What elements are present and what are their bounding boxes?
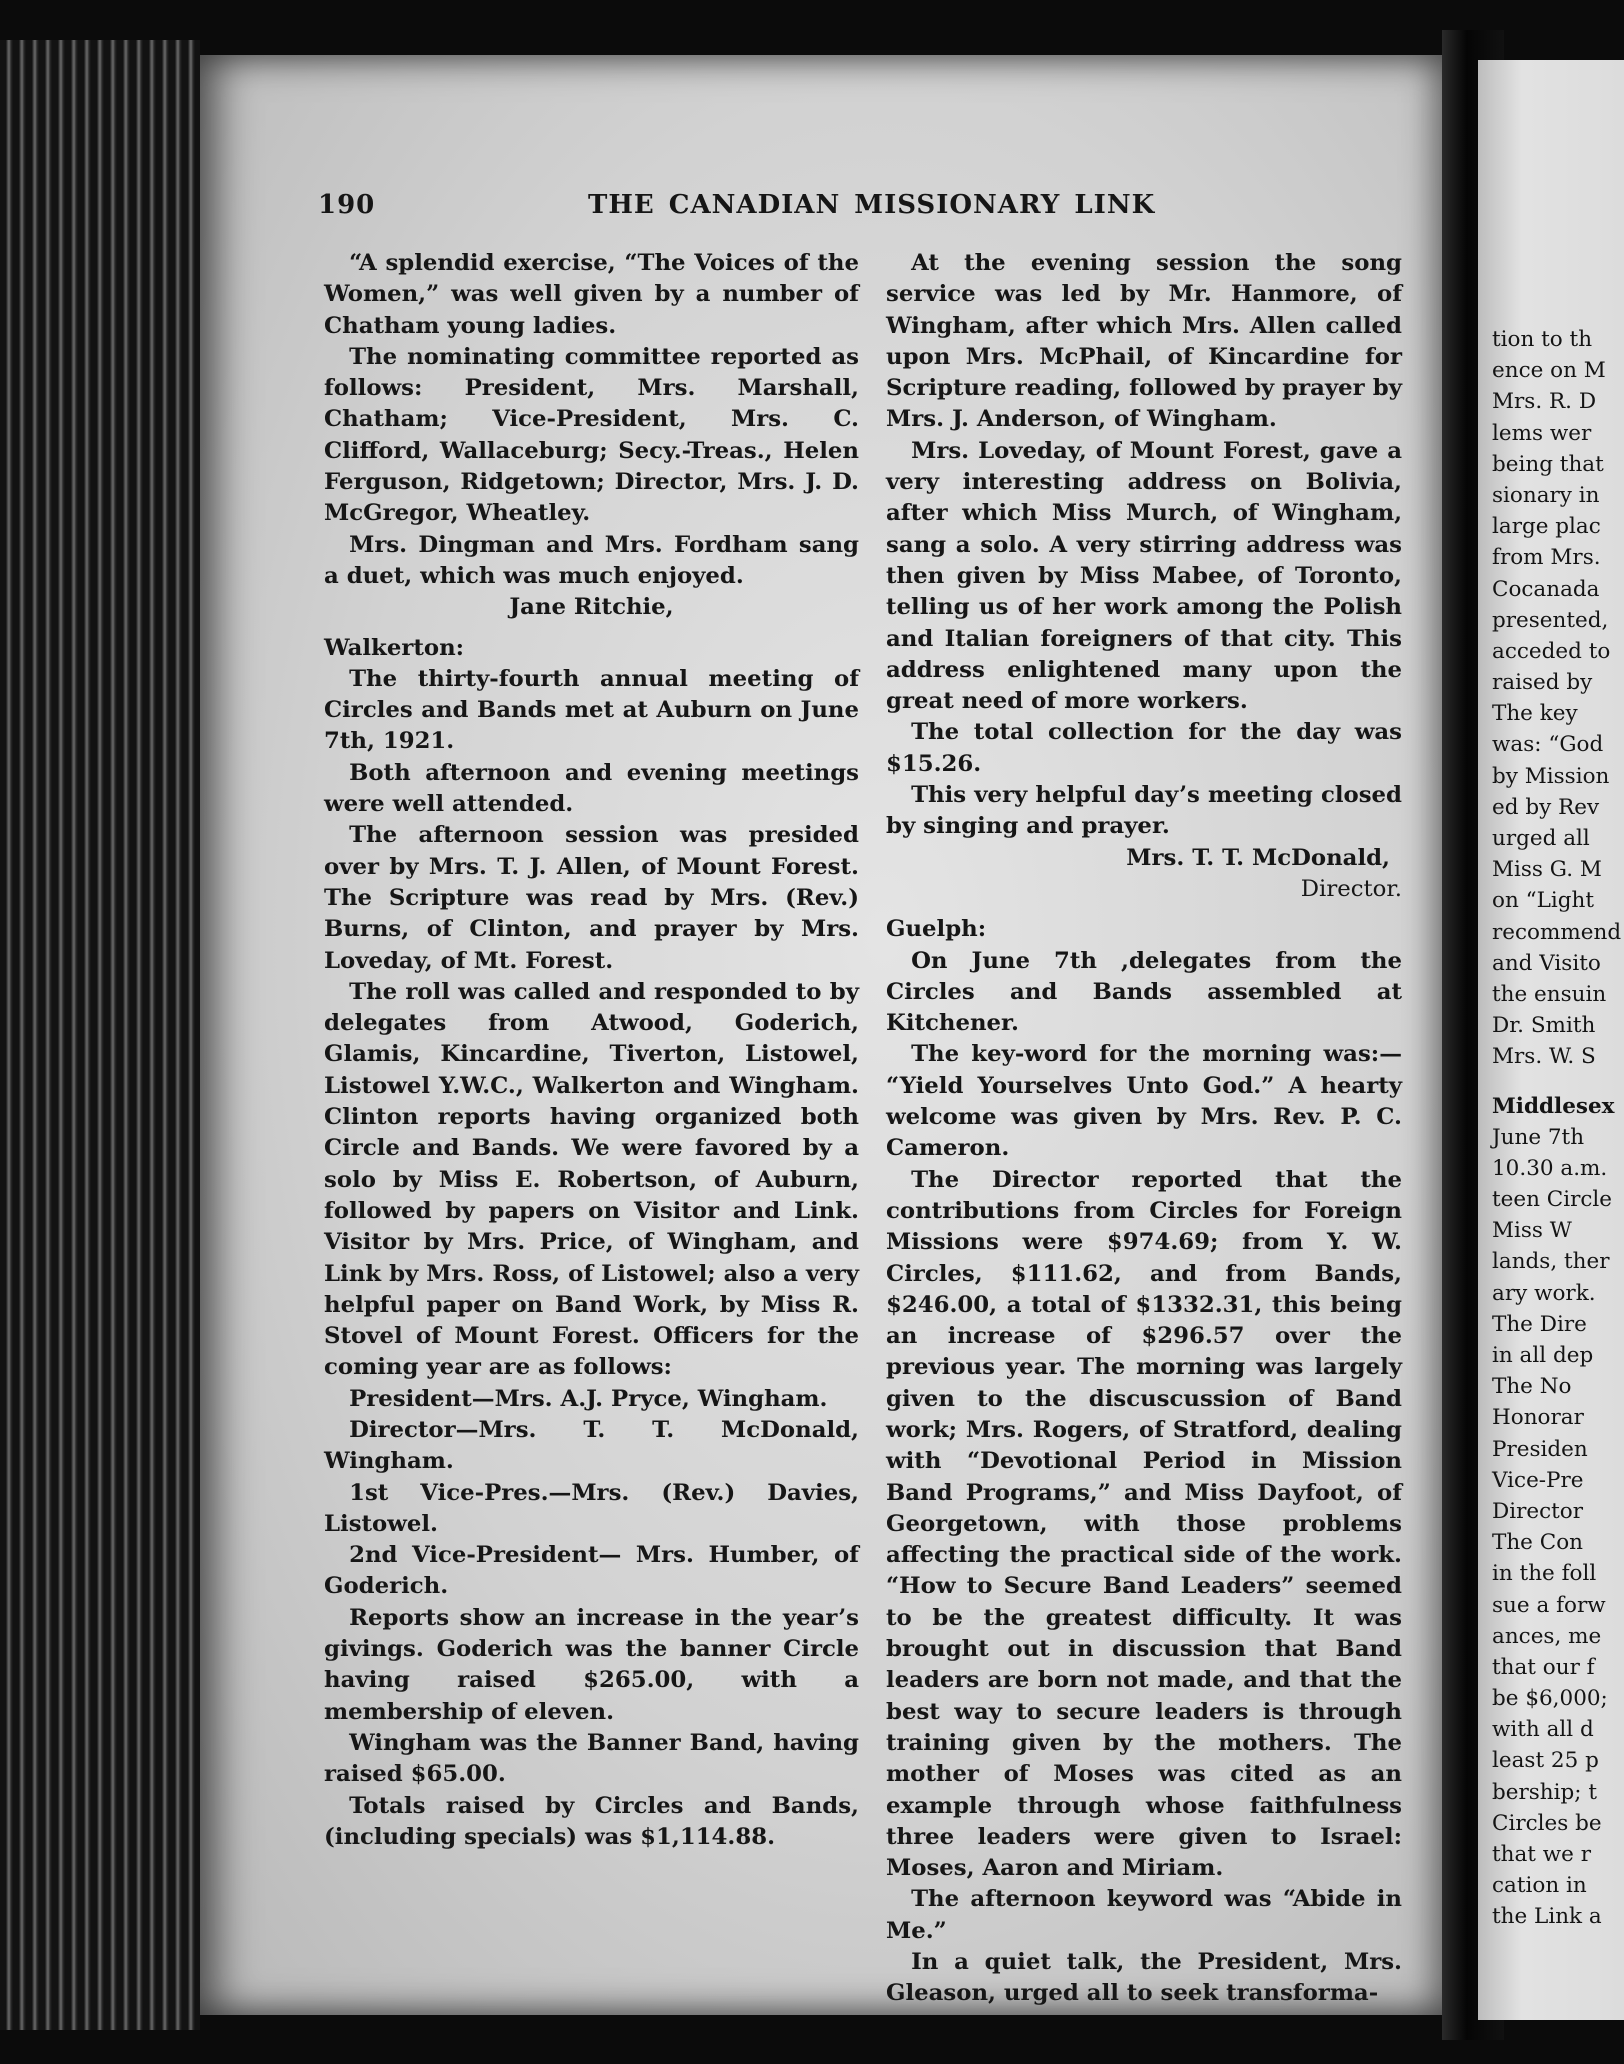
facing-page-line: 10.30 a.m. [1492,1155,1608,1181]
facing-page-line: by Mission [1492,763,1610,789]
signature: Mrs. T. T. McDonald, [1126,844,1390,871]
paragraph: At the evening session the song service was led by Mr. Hanmore, of Wingham, after which Mrs. Allen called upon Mrs. McPhail, of Kincardine for Scripture reading, followed by prayer by Mrs. J. Anderson, of Wingham. [886,250,1402,433]
facing-page-line: large plac [1492,514,1601,540]
facing-page-line: and Visito [1492,950,1601,976]
facing-page-line: raised by [1492,670,1593,696]
facing-page-line: June 7th [1492,1124,1585,1150]
facing-page-line: in all dep [1492,1343,1594,1368]
facing-page-line: the ensuin [1492,981,1607,1007]
journal-title: THE CANADIAN MISSIONARY LINK [588,190,1156,220]
facing-page-line: lands, ther [1492,1249,1610,1275]
facing-page-line: ence on M [1492,358,1606,384]
facing-page-line: Miss W [1492,1218,1572,1244]
facing-page-line: Vice-Pre [1492,1467,1584,1493]
signature: Jane Ritchie, [509,594,674,621]
facing-page-line: The key [1492,701,1578,727]
paragraph: “A splendid exercise, “The Voices of the Women,” was well given by a number of Chatham young ladies. [324,250,859,339]
facing-page-line: the Link a [1492,1904,1602,1930]
facing-page-line: Dr. Smith [1492,1013,1596,1039]
paragraph: Mrs. Loveday, of Mount Forest, gave a very interesting address on Bolivia, after which Miss Murch, of Wingham, sang a solo. A very stirring address was then given by Miss Mabee, of Toronto, telling us of her work among the Polish and Italian foreigners of that city. This address enlightened many upon the great need of more workers. [886,437,1402,715]
facing-page-line: ary work. [1492,1280,1596,1306]
officer-entry: President—Mrs. A.J. Pryce, Wingham. [349,1385,828,1412]
facing-page-line: Cocanada [1492,576,1600,602]
facing-page-line: least 25 p [1492,1748,1599,1774]
facing-page-line: The Con [1492,1530,1583,1556]
facing-page-line: being that [1492,451,1604,477]
facing-page-line: Honorar [1492,1405,1584,1431]
facing-page-line: in the foll [1492,1561,1597,1587]
paragraph: The roll was called and responded to by delegates from Atwood, Goderich, Glamis, Kincardine, Tiverton, Listowel, Listowel Y.W.C., Walkerton and Wingham. Clinton reports having organized both Circle and Bands. We were favored by a solo by Miss E. Robertson, of Auburn, followed by papers on Visitor and Link. Visitor by Mrs. Price, of Wingham, and Link by Mrs. Ross, of Listowel; also a very helpful paper on Band Work, by Miss R. Stovel of Mount Forest. Officers for the coming year are as follows: [324,978,859,1381]
paragraph: This very helpful day’s meeting closed by singing and prayer. [886,782,1402,840]
left-column [324,248,859,1853]
facing-page-line: Mrs. W. S [1492,1044,1596,1070]
facing-page-line: ances, me [1492,1623,1602,1649]
facing-page-line: The Dire [1492,1311,1587,1337]
facing-page-line: from Mrs. [1492,545,1601,571]
facing-page-line: was: “God [1492,732,1604,758]
signature-role: Director. [1300,875,1402,902]
facing-page-line: sue a forw [1492,1592,1606,1618]
facing-page-text [1492,324,1624,1933]
facing-page-line: Mrs. R. D [1492,389,1597,415]
facing-page-line: that we r [1492,1842,1592,1867]
facing-page-line: Miss G. M [1492,857,1602,883]
facing-page-line: sionary in [1492,482,1600,508]
facing-page-line: recommend [1492,919,1622,945]
paragraph: In a quiet talk, the President, Mrs. Gleason, urged all to seek transforma- [886,1949,1402,2007]
facing-page-line: on “Light [1492,888,1595,914]
right-column [886,248,1402,2010]
paragraph: The key-word for the morning was:— “Yield Yourselves Unto God.” A hearty welcome was given by Mrs. Rev. P. C. Cameron. [886,1041,1402,1162]
facing-page-line: Director [1492,1498,1584,1524]
facing-page-line: presented, [1492,607,1609,633]
facing-page-line: that our f [1492,1654,1595,1680]
paragraph: Mrs. Dingman and Mrs. Fordham sang a duet, which was much enjoyed. [324,531,859,589]
paragraph: The Director reported that the contributions from Circles for Foreign Missions were $974.69; from Y. W. Circles, $111.62, and from Bands, $246.00, a total of $1332.31, this being an increase of $296.57 over the previous year. The morning was largely given to the discuscussion of Band work; Mrs. Rogers, of Stratford, dealing with “Devotional Period in Mission Band Programs,” and Miss Dayfoot, of Georgetown, with those problems affecting the practical side of the work. “How to Secure Band Leaders” seemed to be the greatest difficulty. It was brought out in discussion that Band leaders are born not made, and that the best way to secure leaders is through training given by the mothers. The mother of Moses was cited as an example through whose faithfulness three leaders were given to Israel: Moses, Aaron and Miriam. [886,1166,1402,1882]
facing-page-line: tion to th [1492,327,1593,352]
paragraph: Totals raised by Circles and Bands, (including specials) was $1,114.88. [324,1792,859,1850]
facing-page-line: Middlesex [1492,1093,1615,1119]
section-heading: Guelph: [886,916,987,943]
officer-entry: 2nd Vice-President— Mrs. Humber, of Goderich. [324,1542,859,1600]
paragraph: The thirty-fourth annual meeting of Circles and Bands met at Auburn on June 7th, 1921. [324,665,859,755]
facing-page-line: Presiden [1492,1436,1588,1462]
facing-page [1478,60,1624,2020]
paragraph: Reports show an increase in the year’s givings. Goderich was the banner Circle having raised $265.00, with a membership of eleven. [324,1604,859,1725]
page-number: 190 [318,190,376,220]
paragraph: The afternoon session was presided over by Mrs. T. J. Allen, of Mount Forest. The Scripture was read by Mrs. (Rev.) Burns, of Clinton, and prayer by Mrs. Loveday, of Mt. Forest. [324,822,859,974]
facing-page-line: acceded to [1492,638,1611,664]
book-page-edges [0,40,200,2030]
facing-page-line: Circles be [1492,1810,1602,1836]
officer-entry: Director—Mrs. T. T. McDonald, Wingham. [324,1416,859,1475]
page-header [318,190,1158,230]
facing-page-line: lems wer [1492,420,1592,446]
paragraph: The nominating committee reported as follows: President, Mrs. Marshall, Chatham; Vice-President, Mrs. C. Clifford, Wallaceburg; Secy.-Treas., Helen Ferguson, Ridgetown; Director, Mrs. J. D. McGregor, Wheatley. [324,343,859,527]
officer-entry: 1st Vice-Pres.—Mrs. (Rev.) Davies, Listowel. [324,1479,859,1537]
facing-page-line: with all d [1492,1717,1594,1743]
facing-page-line: cation in [1492,1873,1587,1899]
paragraph: The afternoon keyword was “Abide in Me.” [886,1886,1402,1944]
facing-page-line: be $6,000; [1492,1686,1608,1712]
facing-page-line: The No [1492,1374,1572,1400]
section-heading: Walkerton: [324,634,465,661]
paragraph: The total collection for the day was $15.26. [886,719,1402,777]
paragraph: On June 7th ,delegates from the Circles and Bands assembled at Kitchener. [886,947,1402,1037]
paragraph: Wingham was the Banner Band, having raised $65.00. [324,1729,859,1788]
facing-page-line: bership; t [1492,1779,1598,1805]
facing-page-line: ed by Rev [1492,794,1600,820]
facing-page-line: urged all [1492,826,1590,851]
paragraph: Both afternoon and evening meetings were well attended. [324,759,859,818]
facing-page-line: teen Circle [1492,1187,1613,1213]
